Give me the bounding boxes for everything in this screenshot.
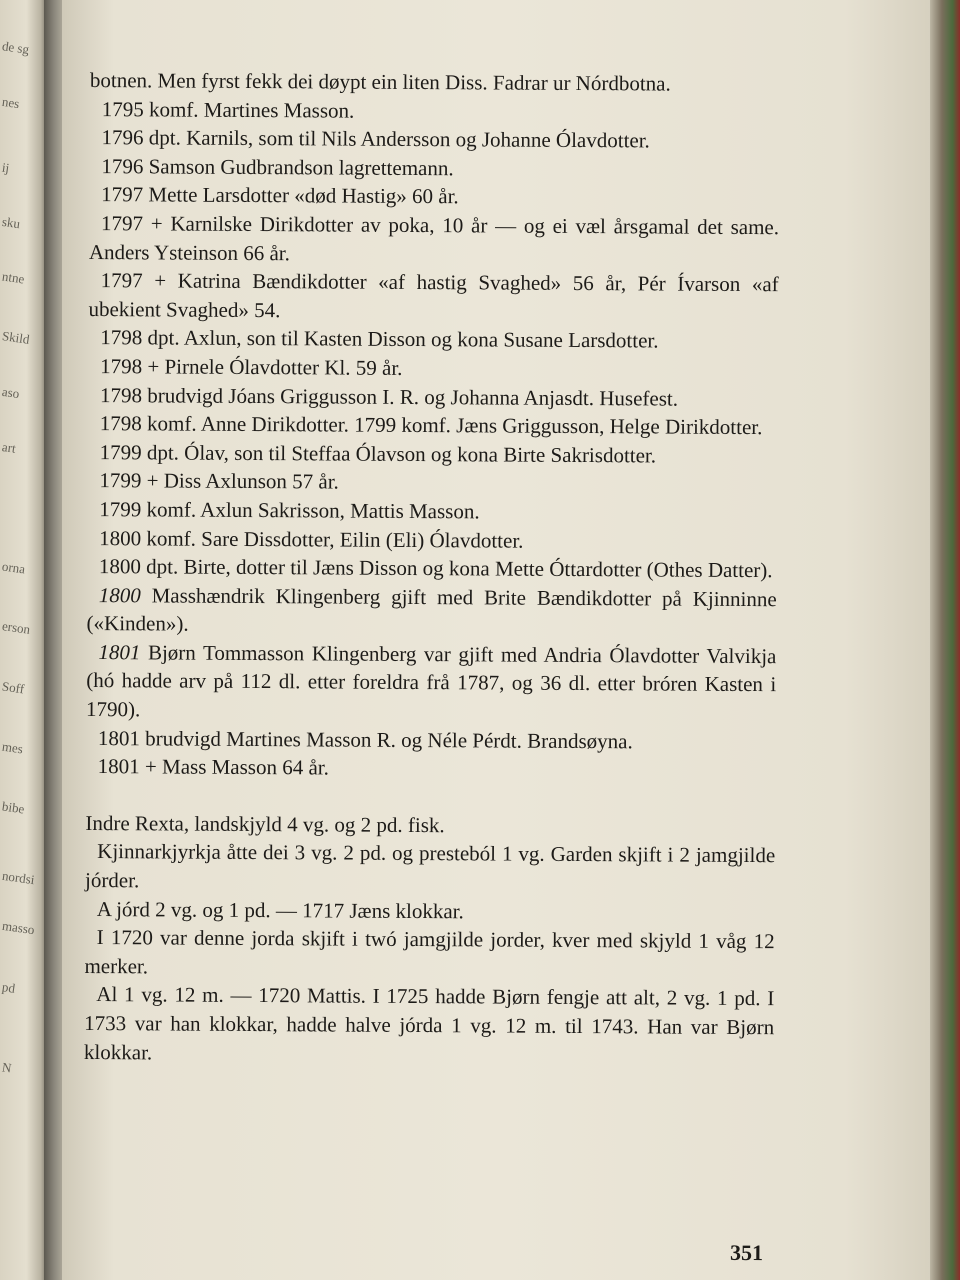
text-entry: 1798 dpt. Axlun, son til Kasten Disson og kona Susane Larsdotter. <box>100 325 659 353</box>
page-text <box>84 66 780 1070</box>
facing-page-fragment: nordsi <box>1 867 36 888</box>
facing-page-fragment: orna <box>1 558 27 577</box>
section-paragraph: Al 1 vg. 12 m. — 1720 Mattis. I 1725 hadde Bjørn fengje att alt, 2 vg. 1 pd. I 1733 var han klokkar, hadde halve jórda 1 vg. 12 m. til 1743. Han var Bjørn klokkar. <box>83 982 775 1064</box>
text-entry: 1798 komf. Anne Dirikdotter. 1799 komf. Jæns Griggusson, Helge Dirikdotter. <box>99 411 763 440</box>
section-heading: Indre Rexta, landskjyld 4 vg. og 2 pd. fisk. <box>85 810 445 838</box>
facing-page-fragment: nes <box>1 93 21 112</box>
book-page <box>62 0 932 1280</box>
text-entry: 1799 dpt. Ólav, son til Steffaa Ólavson og kona Birte Sakrisdotter. <box>99 439 657 468</box>
text-entry: 1799 komf. Axlun Sakrisson, Mattis Masson. <box>99 496 480 524</box>
facing-page-fragment: Soff <box>1 678 26 697</box>
text-entry-italic-year <box>87 581 777 642</box>
text-entry: 1801 brudvigd Martines Masson R. og Néle Pérdt. Brandsøyna. <box>97 725 633 753</box>
text-entry: 1798 brudvigd Jóans Griggusson I. R. og Johanna Anjasdt. Husefest. <box>99 382 679 411</box>
facing-page-fragment: masso <box>1 917 36 938</box>
text-entry: 1798 + Pirnele Ólavdotter Kl. 59 år. <box>100 354 403 380</box>
page-number: 351 <box>729 1239 764 1266</box>
right-book-edge <box>930 0 960 1280</box>
section-paragraph: I 1720 var denne jorda skjift i twó jamgjilde jorder, kver med skjyld 1 våg 12 merker. <box>84 925 775 979</box>
facing-page-fragment: ntne <box>1 268 26 287</box>
text-entry: 1796 Samson Gudbrandson lagrettemann. <box>101 153 454 181</box>
text-entry-italic-year <box>86 638 777 728</box>
facing-page-fragment: art <box>1 439 17 456</box>
entry-text: Masshændrik Klingenberg gjift med Brite Bændikdotter på Kjinninne («Kinden»). <box>86 583 777 636</box>
text-entry: 1797 Mette Larsdotter «død Hastig» 60 år. <box>101 182 459 209</box>
text-entry: 1800 komf. Sare Dissdotter, Eilin (Eli) Ólavdotter. <box>99 525 524 553</box>
facing-page-fragment: bibe <box>1 798 26 817</box>
text-entry: 1800 dpt. Birte, dotter til Jæns Disson og kona Mette Óttardotter (Othes Datter). <box>98 554 773 583</box>
facing-page-fragment: mes <box>1 738 24 757</box>
entry-year: 1800 <box>98 582 141 608</box>
section-gap <box>85 781 775 813</box>
facing-page-edge <box>0 0 48 1280</box>
text-entry: 1797 + Katrina Bændikdotter «af hastig Svaghed» 56 år, Pér Ívarson «af ubekient Svaghed» 54. <box>88 268 779 322</box>
entry-text: Bjørn Tommasson Klingenberg var gjift med Andria Ólavdotter Valvikja (hó hadde arv på 112 dl. etter foreldra frå 1787, og 36 dl. etter bróren Kasten i 1790). <box>85 640 777 722</box>
facing-page-fragment: aso <box>1 383 21 402</box>
text-entry: 1801 + Mass Masson 64 år. <box>97 754 329 780</box>
text-entry: 1795 komf. Martines Masson. <box>101 96 355 123</box>
text-entry: 1797 + Karnilske Dirikdotter av poka, 10 år — og ei væl årsgamal det same. Anders Ysteinson 66 år. <box>88 211 780 265</box>
text-entry: 1796 dpt. Karnils, som til Nils Andersson og Johanne Ólavdotter. <box>101 125 650 153</box>
section-paragraph: Kjinnarkjyrkja åtte dei 3 vg. 2 pd. og presteból 1 vg. Garden skjift i 2 jamgjilde jórder. <box>84 839 776 893</box>
facing-page-fragment: de sg <box>1 38 31 57</box>
text-entry: 1799 + Diss Axlunson 57 år. <box>99 468 339 494</box>
section-paragraph: A jórd 2 vg. og 1 pd. — 1717 Jæns klokkar. <box>96 896 464 923</box>
facing-page-fragment: ij <box>1 159 11 176</box>
facing-page-fragment: erson <box>1 618 32 637</box>
facing-page-fragment: sku <box>1 213 22 232</box>
facing-page-fragment: Skild <box>1 328 31 347</box>
facing-page-fragment: pd <box>1 979 17 996</box>
text-entry: botnen. Men fyrst fekk dei døypt ein liten Diss. Fadrar ur Nórdbotna. <box>89 67 671 96</box>
entry-year: 1801 <box>98 639 141 665</box>
facing-page-fragment: N <box>1 1059 13 1076</box>
